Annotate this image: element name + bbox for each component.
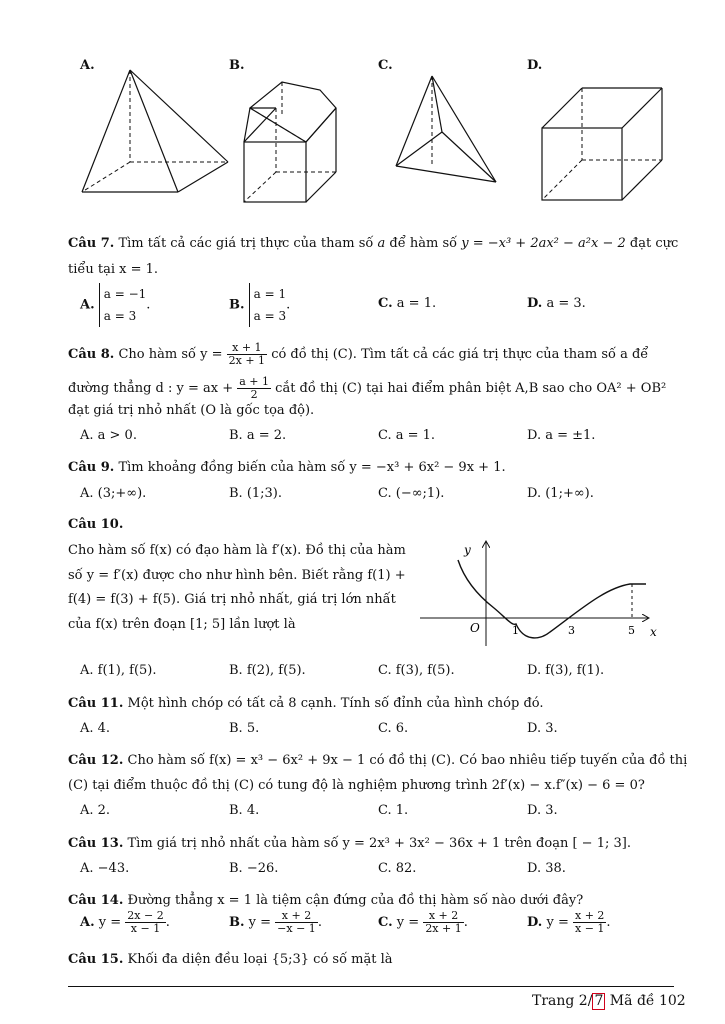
q10-option-d[interactable]: D. f(3), f(1).	[527, 663, 605, 678]
figure-label-b: B.	[229, 58, 245, 73]
q7-option-d[interactable]: D. a = 3.	[527, 296, 586, 311]
q9-option-d[interactable]: D. (1;+∞).	[527, 486, 594, 501]
q8-line2: đường thẳng d : y = ax + $\frac{a + 1}{2}$ cắt đồ thị (C) tại hai điểm phân biệt A,B sao cho OA² + OB²	[68, 375, 667, 401]
q11-option-b[interactable]: B. 5.	[229, 721, 260, 736]
figure-label-a: A.	[80, 58, 95, 73]
footer-divider	[68, 986, 674, 987]
tetrahedron-figure	[392, 72, 504, 194]
q7-option-a[interactable]: A. a = −1 a = 3 .	[80, 283, 150, 327]
q12-label: Câu 12.	[68, 753, 124, 768]
q7-option-b[interactable]: B. a = 1 a = 3 .	[229, 283, 290, 327]
q7-text4: tiểu tại x = 1.	[68, 262, 159, 277]
q8-option-c[interactable]: C. a = 1.	[378, 428, 436, 443]
q10-label: Câu 10.	[68, 517, 124, 532]
q11-option-c[interactable]: C. 6.	[378, 721, 409, 736]
q14-option-b[interactable]: B. y = $\frac{x + 2}{-x - 1}$ .	[229, 909, 322, 935]
q8-fraction: $\frac{x + 1}{2x + 1}$	[228, 341, 266, 367]
q12-line2: (C) tại điểm thuộc đồ thị (C) có tung độ là nghiệm phương trình 2f′(x) − x.f″(x) − 6 = 0?	[68, 778, 645, 793]
q14-option-c[interactable]: C. y = $\frac{x + 2}{2x + 1}$ .	[378, 909, 468, 935]
figure-label-d: D.	[527, 58, 543, 73]
q7-formula: y = −x³ + 2ax² − a²x − 2	[461, 236, 626, 251]
tick-5: 5	[628, 624, 635, 637]
q13-option-b[interactable]: B. −26.	[229, 861, 279, 876]
q9-option-c[interactable]: C. (−∞;1).	[378, 486, 445, 501]
q15-label: Câu 15.	[68, 952, 124, 967]
q9-line: Câu 9. Tìm khoảng đồng biến của hàm số y = −x³ + 6x² − 9x + 1.	[68, 460, 506, 475]
page-number-box: 7	[594, 993, 604, 1009]
q10-line2: số y = f′(x) được cho như hình bên. Biết rằng f(1) +	[68, 568, 406, 583]
q15-line: Câu 15. Khối đa diện đều loại {5;3} có số mặt là	[68, 952, 393, 967]
q7-option-c[interactable]: C. a = 1.	[378, 296, 437, 311]
page-footer: Trang 2/ 7 Mã đề 102	[532, 993, 686, 1009]
q7-text1: Tìm tất cả các giá trị thực của tham số	[118, 236, 374, 251]
q10-line1: Cho hàm số f(x) có đạo hàm là f′(x). Đồ thị của hàm	[68, 543, 406, 558]
q10-option-a[interactable]: A. f(1), f(5).	[80, 663, 157, 678]
q7-a-system: a = −1 a = 3	[99, 283, 147, 327]
q11-label: Câu 11.	[68, 696, 124, 711]
q13-option-c[interactable]: C. 82.	[378, 861, 417, 876]
q8-option-a[interactable]: A. a > 0.	[80, 428, 137, 443]
q11-line: Câu 11. Một hình chóp có tất cả 8 cạnh. Tính số đỉnh của hình chóp đó.	[68, 696, 544, 711]
q13-line: Câu 13. Tìm giá trị nhỏ nhất của hàm số y = 2x³ + 3x² − 36x + 1 trên đoạn [ − 1; 3].	[68, 836, 631, 851]
q10-line3: f(4) = f(3) + f(5). Giá trị nhỏ nhất, giá trị lớn nhất	[68, 592, 396, 607]
q8-option-b[interactable]: B. a = 2.	[229, 428, 287, 443]
q8-fraction2: $\frac{a + 1}{2}$	[239, 375, 270, 401]
q14-line: Câu 14. Đường thẳng x = 1 là tiệm cận đứng của đồ thị hàm số nào dưới đây?	[68, 893, 584, 908]
q7-b-label: B.	[229, 297, 245, 313]
q12-option-b[interactable]: B. 4.	[229, 803, 260, 818]
q10-line4: của f(x) trên đoạn [1; 5] lần lượt là	[68, 617, 296, 632]
q12-option-a[interactable]: A. 2.	[80, 803, 111, 818]
composite-prism-figure	[240, 76, 370, 206]
q10-option-c[interactable]: C. f(3), f(5).	[378, 663, 455, 678]
q9-option-b[interactable]: B. (1;3).	[229, 486, 283, 501]
x-axis-label: x	[650, 625, 657, 639]
q7-b-system: a = 1 a = 3	[249, 283, 286, 327]
q13-option-a[interactable]: A. −43.	[80, 861, 130, 876]
q14-option-a[interactable]: A. y = $\frac{2x - 2}{x - 1}$ .	[80, 909, 170, 935]
q8-line3: đạt giá trị nhỏ nhất (O là gốc tọa độ).	[68, 403, 315, 418]
q13-label: Câu 13.	[68, 836, 124, 851]
q7-text3: đạt cực	[629, 236, 679, 251]
origin-label: O	[470, 621, 480, 635]
q10-option-b[interactable]: B. f(2), f(5).	[229, 663, 306, 678]
pyramid-figure	[78, 66, 238, 200]
q14-label: Câu 14.	[68, 893, 124, 908]
q12-line1: Câu 12. Cho hàm số f(x) = x³ − 6x² + 9x − 1 có đồ thị (C). Có bao nhiêu tiếp tuyến của đồ thị	[68, 753, 688, 768]
q14-option-d[interactable]: D. y = $\frac{x + 2}{x - 1}$ .	[527, 909, 611, 935]
tick-1: 1	[512, 624, 519, 637]
q7-label: Câu 7.	[68, 236, 115, 251]
q7-param-a: a	[377, 236, 386, 251]
cube-figure	[538, 84, 678, 204]
q8-option-d[interactable]: D. a = ±1.	[527, 428, 596, 443]
tick-3: 3	[568, 624, 575, 637]
q7-a-label: A.	[80, 297, 95, 313]
figure-label-c: C.	[378, 58, 393, 73]
q13-option-d[interactable]: D. 38.	[527, 861, 566, 876]
q8-line1: Câu 8. Cho hàm số y = $\frac{x + 1}{2x + 1}$ có đồ thị (C). Tìm tất cả các giá trị thực của tham số a để	[68, 341, 649, 367]
q9-option-a[interactable]: A. (3;+∞).	[80, 486, 147, 501]
q7-line1	[68, 236, 678, 251]
q11-option-a[interactable]: A. 4.	[80, 721, 111, 736]
q11-option-d[interactable]: D. 3.	[527, 721, 558, 736]
q9-label: Câu 9.	[68, 460, 115, 475]
q8-label: Câu 8.	[68, 347, 115, 362]
q12-option-c[interactable]: C. 1.	[378, 803, 409, 818]
y-axis-label: y	[464, 543, 471, 557]
q10-derivative-graph	[420, 538, 670, 650]
q7-text2: để hàm số	[389, 236, 458, 251]
q12-option-d[interactable]: D. 3.	[527, 803, 558, 818]
